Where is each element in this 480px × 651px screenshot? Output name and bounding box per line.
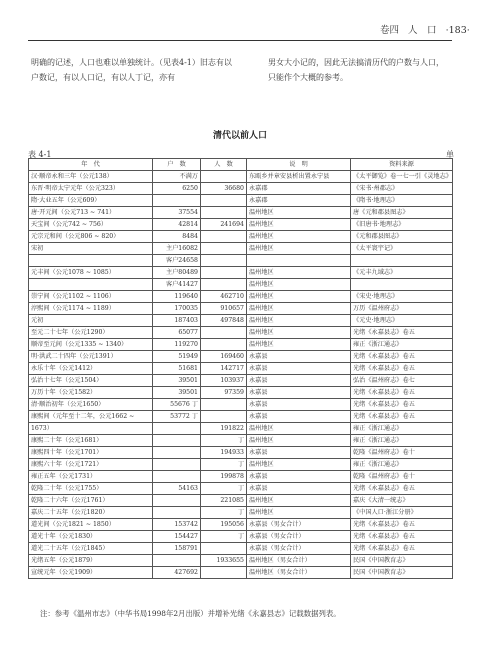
era-cell: 元初 <box>29 315 153 327</box>
era-cell: 万历十年（公元1582） <box>29 387 153 399</box>
table-row <box>29 195 453 207</box>
population-cell: 169460 <box>201 351 247 363</box>
households-cell: 39501 <box>153 375 201 387</box>
table-row <box>29 219 453 231</box>
source-cell: 光绪《永嘉县志》卷五 <box>351 363 453 375</box>
era-cell: 唐·开元间（公元713 ~ 741） <box>29 207 153 219</box>
table-row <box>29 411 453 423</box>
header-source: 资料来源 <box>351 159 453 171</box>
households-cell <box>153 459 201 471</box>
note-cell: 温州地区 <box>247 315 351 327</box>
population-cell: 195056 <box>201 519 247 531</box>
unit-label: 单 <box>446 150 454 159</box>
source-cell: 光绪《永嘉县志》卷五 <box>351 543 453 555</box>
note-cell: 温州地区 <box>247 423 351 435</box>
source-cell: 乾隆《温州府志》卷十 <box>351 447 453 459</box>
population-cell <box>201 399 247 411</box>
era-cell: 康熙六十年（公元1721） <box>29 459 153 471</box>
paragraph-right: 男女大小记的，因此无法搞清历代的户数与人口，只能作个大概的参考。 <box>268 58 444 82</box>
note-cell: 温州地区 <box>247 327 351 339</box>
source-cell: 光绪《永嘉县志》卷五 <box>351 387 453 399</box>
note-cell: 永嘉县 <box>247 363 351 375</box>
households-cell: 客户24658 <box>153 255 201 267</box>
note-cell: 温州地区 <box>247 303 351 315</box>
population-cell <box>201 411 247 423</box>
source-cell: 《隋书·地理志》 <box>351 195 453 207</box>
note-cell: 温州地区 <box>247 267 351 279</box>
era-cell: 崇宁间（公元1102 ~ 1106） <box>29 291 153 303</box>
source-cell: 嘉庆《大清一统志》 <box>351 495 453 507</box>
era-cell: 乾隆二十六年（公元1761） <box>29 495 153 507</box>
table-row <box>29 279 453 291</box>
era-cell: 康熙二十年（公元1681） <box>29 435 153 447</box>
population-cell: 103937 <box>201 375 247 387</box>
era-cell: 嘉庆二十五年（公元1820） <box>29 507 153 519</box>
chapter-title: 人 口 <box>408 25 437 36</box>
households-cell <box>153 195 201 207</box>
source-cell: 《宋史·地理志》 <box>351 291 453 303</box>
note-cell: 东瓯乡并章安县析出置永宁县 <box>247 171 351 183</box>
source-cell: 民国《中国教育志》 <box>351 567 453 579</box>
households-cell: 51949 <box>153 351 201 363</box>
era-cell: 宋初 <box>29 243 153 255</box>
table-label: 表 4-1 <box>28 150 52 159</box>
source-cell <box>351 255 453 267</box>
households-cell: 不满万 <box>153 171 201 183</box>
table-row <box>29 567 453 579</box>
households-cell <box>153 471 201 483</box>
households-cell: 153742 <box>153 519 201 531</box>
era-cell: 道光间（公元1821 ~ 1850） <box>29 519 153 531</box>
population-cell: 丁 <box>201 507 247 519</box>
households-cell <box>153 435 201 447</box>
households-cell: 158791 <box>153 543 201 555</box>
source-cell: 万历《温州府志》 <box>351 303 453 315</box>
table-row <box>29 495 453 507</box>
table-row <box>29 375 453 387</box>
table-row <box>29 303 453 315</box>
table-row <box>29 519 453 531</box>
source-cell: 《元史·地理志》 <box>351 315 453 327</box>
note-cell: 永嘉郡 <box>247 183 351 195</box>
population-cell <box>201 327 247 339</box>
note-cell: 永嘉县 <box>247 447 351 459</box>
population-cell: 36680 <box>201 183 247 195</box>
population-cell: 142717 <box>201 363 247 375</box>
era-cell: 汉·顺帝永和三年（公元138） <box>29 171 153 183</box>
header-population: 人 数 <box>201 159 247 171</box>
households-cell <box>153 507 201 519</box>
households-cell: 54163 <box>153 483 201 495</box>
source-cell: 雍正《浙江通志》 <box>351 339 453 351</box>
population-cell <box>201 243 247 255</box>
note-cell: 温州地区 <box>247 459 351 471</box>
era-cell: 雍正五年（公元1731） <box>29 471 153 483</box>
note-cell: 永嘉县（男女合计） <box>247 543 351 555</box>
source-cell: 光绪《永嘉县志》卷五 <box>351 519 453 531</box>
era-cell: 至元二十七年（公元1290） <box>29 327 153 339</box>
header-note: 说 明 <box>247 159 351 171</box>
note-cell: 温州地区 <box>247 279 351 291</box>
source-cell: 光绪《永嘉县志》卷五 <box>351 327 453 339</box>
population-cell: 497848 <box>201 315 247 327</box>
population-cell <box>201 339 247 351</box>
chapter-label: 卷四 <box>380 25 400 36</box>
population-cell <box>201 255 247 267</box>
era-cell: 道光十年（公元1830） <box>29 531 153 543</box>
header-era: 年 代 <box>29 159 153 171</box>
era-cell: 清·顺治初年（公元1650） <box>29 399 153 411</box>
population-cell <box>201 231 247 243</box>
era-cell: 光绪五年（公元1879） <box>29 555 153 567</box>
table-row <box>29 471 453 483</box>
households-cell: 39501 <box>153 387 201 399</box>
paragraph-left: 明确的记述，人口也难以单独统计。（见表4-1）旧志有以户数记，有以人口记，有以人丁记，亦有 <box>31 58 232 82</box>
table-row <box>29 327 453 339</box>
households-cell <box>153 447 201 459</box>
population-cell: 丁 <box>201 459 247 471</box>
section-title: 清代以前人口 <box>212 131 267 141</box>
households-cell: 主户16082 <box>153 243 201 255</box>
source-cell: 《太平御览》卷一七一引《灵地志》 <box>351 171 453 183</box>
note-cell: 永嘉县 <box>247 351 351 363</box>
note-cell: 永嘉县 <box>247 375 351 387</box>
population-cell <box>201 267 247 279</box>
source-cell: 光绪《永嘉县志》卷五 <box>351 483 453 495</box>
population-cell <box>201 195 247 207</box>
households-cell: 119270 <box>153 339 201 351</box>
note-cell: 温州地区（男女合计） <box>247 555 351 567</box>
households-cell: 55676 丁 <box>153 399 201 411</box>
households-cell: 6250 <box>153 183 201 195</box>
table-row <box>29 363 453 375</box>
households-cell: 119640 <box>153 291 201 303</box>
source-cell: 光绪《永嘉县志》卷五 <box>351 399 453 411</box>
era-cell: 天宝间（公元742 ~ 756） <box>29 219 153 231</box>
era-cell: 隋·大业五年（公元609） <box>29 195 153 207</box>
table-row <box>29 183 453 195</box>
era-cell: 弘治十七年（公元1504） <box>29 375 153 387</box>
note-cell: 温州地区（男女合计） <box>247 567 351 579</box>
households-cell: 65077 <box>153 327 201 339</box>
note-cell: 温州地区 <box>247 339 351 351</box>
note-cell: 温州地区 <box>247 435 351 447</box>
note-cell: 温州地区 <box>247 219 351 231</box>
households-cell: 8484 <box>153 231 201 243</box>
table-row <box>29 399 453 411</box>
era-cell: 道光二十五年（公元1845） <box>29 543 153 555</box>
note-cell: 永嘉县（男女合计） <box>247 519 351 531</box>
households-cell <box>153 555 201 567</box>
table-row <box>29 483 453 495</box>
running-header <box>380 22 476 36</box>
households-cell: 53772 丁 <box>153 411 201 423</box>
table-row <box>29 291 453 303</box>
table-row <box>29 387 453 399</box>
population-cell: 910657 <box>201 303 247 315</box>
source-cell: 《太平寰宇记》 <box>351 243 453 255</box>
era-cell: 顺帝至元间（公元1335 ~ 1340） <box>29 339 153 351</box>
source-cell: 光绪《永嘉县志》卷五 <box>351 411 453 423</box>
population-cell: 丁 <box>201 531 247 543</box>
source-cell: 光绪《永嘉县志》卷五 <box>351 351 453 363</box>
population-cell <box>201 567 247 579</box>
households-cell: 51681 <box>153 363 201 375</box>
population-cell: 97359 <box>201 387 247 399</box>
population-cell: 191822 <box>201 423 247 435</box>
table-body <box>29 171 453 579</box>
era-cell: 东晋·明帝太宁元年（公元323） <box>29 183 153 195</box>
table-row <box>29 507 453 519</box>
population-cell: 194933 <box>201 447 247 459</box>
source-cell: 《元和郡县图志》 <box>351 231 453 243</box>
table-row <box>29 339 453 351</box>
source-cell <box>351 279 453 291</box>
note-cell: 温州地区 <box>247 243 351 255</box>
households-cell: 37554 <box>153 207 201 219</box>
table-row <box>29 423 453 435</box>
table-row <box>29 231 453 243</box>
era-cell: 康熙四十年（公元1701） <box>29 447 153 459</box>
table-row <box>29 435 453 447</box>
source-cell: 民国《中国教育志》 <box>351 555 453 567</box>
households-cell: 主户80489 <box>153 267 201 279</box>
table-row <box>29 543 453 555</box>
note-cell: 温州地区 <box>247 207 351 219</box>
note-cell: 永嘉县 <box>247 471 351 483</box>
era-cell: 宣统元年（公元1909） <box>29 567 153 579</box>
table-row <box>29 267 453 279</box>
table-row <box>29 315 453 327</box>
population-cell: 1933655 <box>201 555 247 567</box>
population-cell: 241694 <box>201 219 247 231</box>
source-cell: 雍正《浙江通志》 <box>351 459 453 471</box>
note-cell: 温州地区 <box>247 495 351 507</box>
source-cell: 《宋书·州郡志》 <box>351 183 453 195</box>
population-cell: 丁 <box>201 435 247 447</box>
households-cell <box>153 495 201 507</box>
note-cell: 温州地区 <box>247 231 351 243</box>
population-cell <box>201 279 247 291</box>
header-rule <box>28 40 452 41</box>
era-cell: 淳熙间（公元1174 ~ 1189） <box>29 303 153 315</box>
population-cell: 462710 <box>201 291 247 303</box>
table-row <box>29 447 453 459</box>
era-cell: 康熙间（元年至十二年，公元1662 ~ <box>29 411 153 423</box>
source-cell: 雍正《浙江通志》 <box>351 423 453 435</box>
note-cell: 永嘉县 <box>247 387 351 399</box>
era-cell: 明·洪武二十四年（公元1391） <box>29 351 153 363</box>
source-cell: 光绪《永嘉县志》卷五 <box>351 531 453 543</box>
table-row <box>29 531 453 543</box>
table-row <box>29 207 453 219</box>
households-cell: 154427 <box>153 531 201 543</box>
era-cell: 乾隆二十年（公元1755） <box>29 483 153 495</box>
households-cell <box>153 423 201 435</box>
population-cell: 221085 <box>201 495 247 507</box>
table-row <box>29 459 453 471</box>
source-cell: 唐《元和郡县图志》 <box>351 207 453 219</box>
table-row <box>29 171 453 183</box>
households-cell: 187403 <box>153 315 201 327</box>
households-cell: 42814 <box>153 219 201 231</box>
households-cell: 客户41427 <box>153 279 201 291</box>
source-cell: 雍正《浙江通志》 <box>351 435 453 447</box>
era-cell <box>29 279 153 291</box>
table-row <box>29 255 453 267</box>
population-table <box>28 158 453 579</box>
page-number: ·183· <box>445 25 470 36</box>
source-cell: 《旧唐书·地理志》 <box>351 219 453 231</box>
era-cell <box>29 255 153 267</box>
population-cell <box>201 543 247 555</box>
note-cell: 永嘉县 <box>247 411 351 423</box>
table-row <box>29 243 453 255</box>
era-cell: 元宗元和间（公元806 ~ 820） <box>29 231 153 243</box>
note-cell <box>247 255 351 267</box>
population-cell: 丁 <box>201 483 247 495</box>
note-cell: 永嘉县 <box>247 399 351 411</box>
population-cell <box>201 171 247 183</box>
table-row <box>29 555 453 567</box>
era-cell: 永乐十年（公元1412） <box>29 363 153 375</box>
households-cell: 427692 <box>153 567 201 579</box>
era-cell: 元丰间（公元1078 ~ 1085） <box>29 267 153 279</box>
source-cell: 《元丰九域志》 <box>351 267 453 279</box>
table-header-row <box>29 159 453 171</box>
households-cell: 170035 <box>153 303 201 315</box>
note-cell: 温州地区 <box>247 291 351 303</box>
table-row <box>29 351 453 363</box>
source-cell: 《中国人口·浙江分册》 <box>351 507 453 519</box>
header-households: 户 数 <box>153 159 201 171</box>
note-cell: 永嘉县（男女合计） <box>247 531 351 543</box>
population-cell <box>201 207 247 219</box>
population-cell: 199878 <box>201 471 247 483</box>
note-cell: 永嘉郡 <box>247 195 351 207</box>
note-cell: 永嘉县 <box>247 483 351 495</box>
era-cell: 1673） <box>29 423 153 435</box>
source-cell: 弘治《温州府志》卷七 <box>351 375 453 387</box>
footnote: 注：参考《温州市志》（中华书局1998年2月出版）并增补光绪《永嘉县志》记载数据列表。 <box>40 609 341 618</box>
source-cell: 乾隆《温州府志》卷十 <box>351 471 453 483</box>
note-cell: 温州地区 <box>247 507 351 519</box>
